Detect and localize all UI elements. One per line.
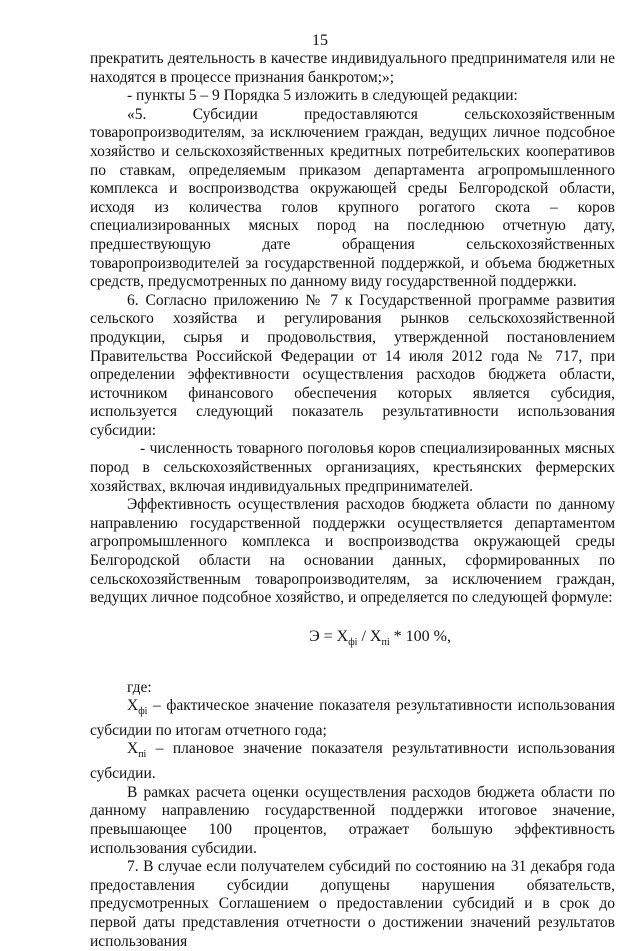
definition-symbol: X <box>127 740 139 758</box>
definition-subscript: пi <box>138 749 147 761</box>
formula-rhs: * 100 %, <box>389 627 451 645</box>
paragraph-efficiency: Эффективность осуществления расходов бюджета области по данному направлению государственной поддержки осуществляется департаментом агропромышленного комплекса и воспроизводства окружающей среды Белгородской области на основании данных, сформированных по сельскохозяйственным товаропроизводителям, за исключением граждан, ведущих личное подсобное хозяйство, и определяется по следующей формуле: <box>90 496 615 607</box>
definition-symbol: X <box>127 697 139 715</box>
paragraph-indicator: - численность товарного поголовья коров специализированных мясных пород в сельскохозяйственных организациях, крестьянских фермерских хозяйствах, включая индивидуальных предпринимателей. <box>90 440 615 495</box>
paragraph-amendment-intro: - пункты 5 – 9 Порядка 5 изложить в следующей редакции: <box>127 87 518 105</box>
page-number: 15 <box>312 32 328 49</box>
paragraph-item-7: 7. В случае если получателем субсидий по состоянию на 31 декабря года предоставления субсидии допущены нарушения обязательств, предусмотренных Соглашением о предоставлении субсидий и в срок до первой даты представления отчетности о достижении значений результатов использования <box>90 858 615 950</box>
definition-fact <box>90 697 615 740</box>
definition-subscript: фi <box>138 706 148 718</box>
definition-text: – фактическое значение показателя результативности использования субсидии по итогам отчетного года; <box>90 697 615 739</box>
paragraph-continuation: прекратить деятельность в качестве индивидуального предпринимателя или не находятся в процессе признания банкротом;»; <box>90 50 615 86</box>
paragraph-item-6: 6. Согласно приложению № 7 к Государственной программе развития сельского хозяйства и регулирования рынков сельскохозяйственной продукции, сырья и продовольствия, утвержденной постановлением Правительства Российской Федерации от 14 июля 2012 года № 717, при определении эффективности осуществления расходов бюджета области, источником финансового обеспечения которых является субсидия, используется следующий показатель результативности использования субсидии: <box>90 291 615 439</box>
paragraph-item-5: «5. Субсидии предоставляются сельскохозяйственным товаропроизводителям, за исключением граждан, ведущих личное подсобное хозяйство и сельскохозяйственных кредитных потребительских кооперативов по ставкам, определяемым приказом департамента агропромышленного комплекса и воспроизводства окружающей среды Белгородской области, исходя из количества голов крупного рогатого скота – коров специализированных мясных пород на последнюю отчетную дату, предшествующую дате обращения сельскохозяйственных товаропроизводителей за государственной поддержкой, и объема бюджетных средств, предусмотренных по данному виду государственной поддержки. <box>90 105 615 291</box>
paragraph-evaluation: В рамках расчета оценки осуществления расходов бюджета области по данному направлению государственной поддержки итоговое значение, превышающее 100 процентов, отражает большую эффективность использования субсидии. <box>90 783 615 857</box>
document-body <box>90 50 615 951</box>
formula-lhs: Э = X <box>309 627 349 645</box>
formula-mid: / X <box>357 627 382 645</box>
where-label: где: <box>127 678 152 696</box>
definition-text: – плановое значение показателя результативности использования субсидии. <box>90 740 615 783</box>
definition-plan <box>90 740 615 783</box>
formula <box>90 628 615 653</box>
formula-sub-plan: пi <box>381 637 390 648</box>
formula-sub-fact: фi <box>348 637 358 648</box>
